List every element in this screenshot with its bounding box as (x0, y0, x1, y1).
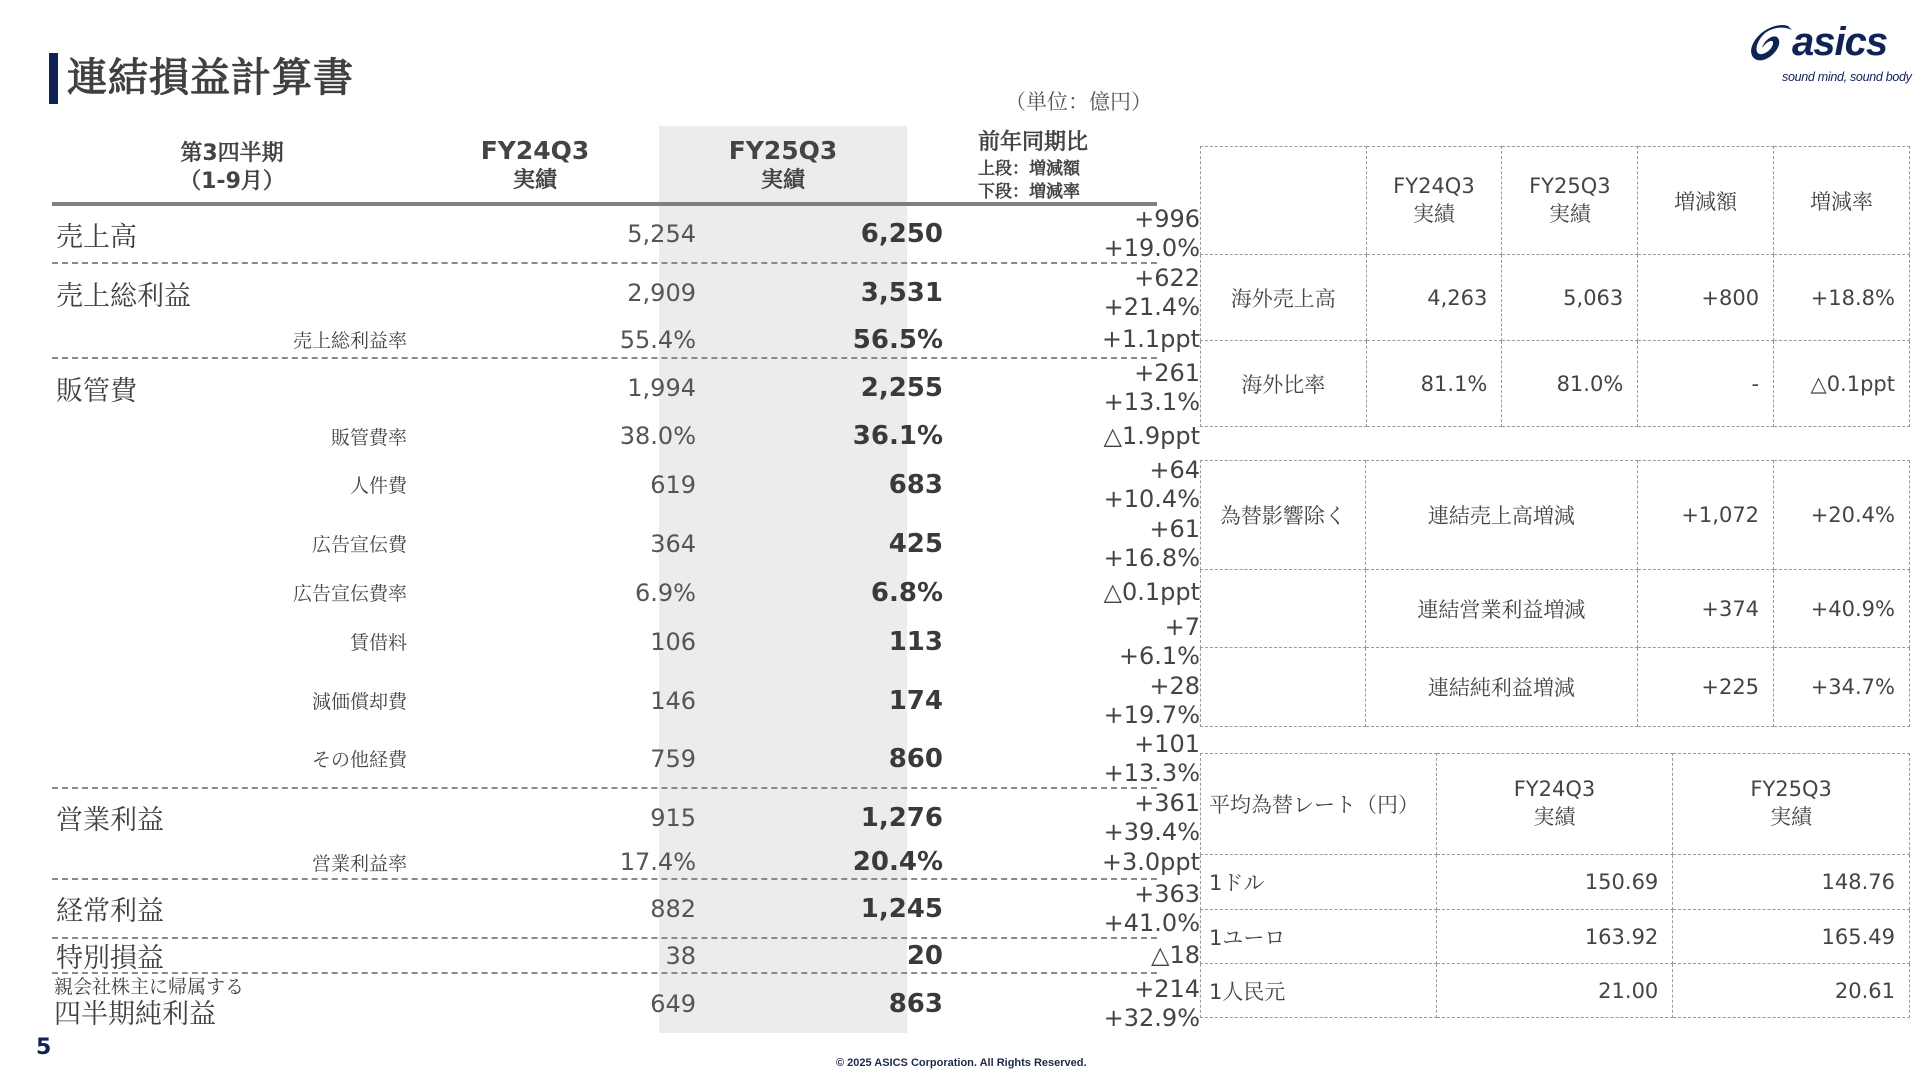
yoy-rate: +19.0% (1103, 234, 1200, 262)
fx-rate-table (1200, 753, 1910, 1018)
row-label: 販管費 (56, 375, 137, 407)
amount-value: +225 (1638, 648, 1774, 727)
rate-value: △0.1ppt (1774, 341, 1910, 427)
yoy-value (912, 880, 1200, 937)
col-header-fy24 (1366, 147, 1502, 255)
fy24-value: 649 (650, 990, 696, 1018)
amount-value: +800 (1638, 255, 1774, 341)
logo-wordmark: asics (1792, 20, 1888, 64)
yoy-amount: +996 (1134, 205, 1200, 233)
fy24-value: 21.00 (1436, 964, 1673, 1018)
table-row (1201, 648, 1910, 727)
table-row (52, 974, 1200, 1034)
table-row (1201, 964, 1910, 1018)
fy24-value: 38 (665, 941, 696, 970)
col-header-fy24-line2: 実績 (1533, 805, 1576, 829)
fy24-value: 5,254 (627, 220, 696, 248)
row-label: 売上高 (56, 221, 137, 253)
fx-table-title: 平均為替レート（円） (1201, 754, 1437, 855)
page-number: 5 (36, 1035, 52, 1060)
yoy-amount: +363 (1134, 879, 1200, 908)
fy24-value: 6.9% (635, 578, 696, 607)
col-header-fy24-line2: 実績 (1412, 201, 1455, 226)
fy25-value: 148.76 (1673, 855, 1910, 910)
table-row (52, 939, 1200, 974)
col-header-fy24 (1436, 754, 1673, 855)
fy24-value: 55.4% (619, 325, 696, 354)
yoy-amount: +361 (1134, 788, 1200, 817)
row-label-small: 親会社株主に帰属する (54, 976, 245, 998)
yoy-amount: +214 (1134, 975, 1200, 1003)
yoy-rate: +16.8% (1103, 543, 1200, 572)
fy25-value: 113 (888, 626, 943, 657)
unit-label: （単位：億円） (1005, 90, 1152, 114)
amount-value: +374 (1638, 570, 1774, 648)
table-row (52, 455, 1200, 514)
yoy-value (912, 359, 1200, 417)
fy25-value: 81.0% (1502, 341, 1638, 427)
fy25-value: 425 (888, 528, 943, 559)
fy25-value: 20 (906, 940, 943, 971)
row-label: 連結売上高増減 (1365, 461, 1637, 570)
table-row (52, 417, 1200, 455)
group-label: 為替影響除く (1201, 461, 1366, 570)
asics-spiral-icon (1748, 22, 1794, 66)
header-yoy (978, 128, 1178, 204)
yoy-rate: +13.1% (1103, 388, 1200, 416)
empty-header-cell (1201, 147, 1367, 255)
col-header-fy25-line2: 実績 (1770, 805, 1813, 829)
yoy-rate: +6.1% (1118, 641, 1200, 670)
yoy-value (912, 974, 1200, 1034)
currency-label: 1ユーロ (1201, 910, 1437, 964)
page-title: 連結損益計算書 (67, 55, 354, 101)
row-label: 減価償却費 (311, 691, 407, 713)
fy24-value: 882 (650, 894, 696, 923)
fy25-value: 3,531 (860, 278, 943, 308)
yoy-value (912, 730, 1200, 787)
empty-cell (1201, 570, 1366, 648)
fy24-value: 1,994 (627, 374, 696, 402)
row-label: 売上総利益 (56, 280, 191, 312)
table-row (52, 671, 1200, 730)
fy25-value: 20.4% (852, 847, 943, 877)
table-row (1201, 341, 1910, 427)
fy24-value: 163.92 (1436, 910, 1673, 964)
yoy-rate: +21.4% (1103, 293, 1200, 321)
row-label: 売上総利益率 (292, 330, 407, 352)
fy24-value: 150.69 (1436, 855, 1673, 910)
fy25-value: 1,245 (860, 893, 943, 924)
row-label: 連結純利益増減 (1365, 648, 1637, 727)
table-row (1201, 461, 1910, 570)
yoy-value: △1.9ppt (1103, 421, 1200, 450)
fy24-value: 364 (650, 529, 696, 558)
fy24-value: 2,909 (627, 279, 696, 307)
header-yoy-title: 前年同期比 (978, 130, 1089, 155)
col-header-fy24-line1: FY24Q3 (1513, 777, 1596, 801)
table-row (52, 729, 1200, 789)
yoy-rate: +39.4% (1103, 817, 1200, 846)
fy25-value: 6,250 (860, 219, 943, 249)
row-label: 海外売上高 (1201, 255, 1367, 341)
header-fy25-line1: FY25Q3 (728, 136, 838, 165)
header-fy24 (400, 136, 670, 196)
rate-value: +40.9% (1774, 570, 1910, 648)
title-accent-bar (49, 53, 58, 104)
header-fy24-line2: 実績 (512, 168, 557, 193)
yoy-amount: +61 (1149, 514, 1200, 543)
fy25-value: 174 (888, 685, 943, 716)
rate-value: +20.4% (1774, 461, 1910, 570)
table-row (52, 788, 1200, 846)
fy24-value: 106 (650, 627, 696, 656)
row-label (54, 974, 244, 1034)
fy25-value: 683 (888, 469, 943, 500)
copyright: © 2025 ASICS Corporation. All Rights Reserved. (836, 1057, 1087, 1069)
yoy-value (912, 612, 1200, 671)
row-label: 賃借料 (349, 632, 407, 654)
table-row (1201, 910, 1910, 964)
yoy-value (912, 514, 1200, 573)
col-header-fy25-line1: FY25Q3 (1529, 173, 1611, 198)
header-yoy-upper: 上段：増減額 (978, 159, 1080, 179)
yoy-value: △0.1ppt (1103, 578, 1200, 606)
yoy-amount: +7 (1164, 612, 1200, 641)
yoy-value (912, 789, 1200, 846)
table-header-row (1201, 754, 1910, 855)
row-label-main: 四半期純利益 (54, 999, 216, 1030)
table-row (52, 264, 1200, 322)
table-header-row (1201, 147, 1910, 255)
yoy-amount: +28 (1149, 671, 1200, 700)
asics-logo (1748, 18, 1918, 88)
col-header-amount: 増減額 (1638, 147, 1774, 255)
fx-excluded-table (1200, 460, 1910, 727)
overseas-sales-table (1200, 146, 1910, 427)
header-period (52, 140, 412, 196)
fy25-value: 1,276 (860, 802, 943, 833)
col-header-fy25 (1673, 754, 1910, 855)
row-label: 広告宣伝費率 (292, 583, 407, 605)
amount-value: - (1638, 341, 1774, 427)
table-row (52, 322, 1200, 359)
rate-value: +18.8% (1774, 255, 1910, 341)
fy24-value: 81.1% (1366, 341, 1502, 427)
row-label: 特別損益 (56, 943, 164, 974)
yoy-value (912, 671, 1200, 730)
fy25-value: 56.5% (852, 324, 943, 355)
yoy-amount: +622 (1134, 264, 1200, 292)
yoy-value: +1.1ppt (1101, 325, 1200, 353)
header-yoy-lower: 下段：増減率 (978, 182, 1080, 202)
yoy-value (912, 264, 1200, 322)
header-fy24-line1: FY24Q3 (480, 136, 590, 165)
fy25-value: 36.1% (852, 421, 943, 451)
row-label: 海外比率 (1201, 341, 1367, 427)
col-header-fy25-line1: FY25Q3 (1750, 777, 1832, 801)
yoy-value: △18 (1151, 941, 1200, 969)
fy25-value: 6.8% (870, 577, 943, 608)
yoy-amount: +261 (1134, 359, 1200, 387)
yoy-rate: +32.9% (1103, 1004, 1200, 1032)
table-row (52, 205, 1200, 264)
table-row (52, 612, 1200, 671)
logo-tagline: sound mind, sound body (1782, 70, 1912, 84)
fy24-value: 915 (650, 803, 696, 832)
table-row (52, 514, 1200, 573)
table-row (52, 359, 1200, 417)
fy25-value: 863 (888, 989, 943, 1019)
col-header-rate: 増減率 (1774, 147, 1910, 255)
table-row (1201, 570, 1910, 648)
table-row (52, 879, 1200, 939)
yoy-rate: +13.3% (1103, 758, 1200, 787)
yoy-value (912, 206, 1200, 262)
fy25-value: 860 (888, 743, 943, 774)
fy25-value: 20.61 (1673, 964, 1910, 1018)
row-label: 広告宣伝費 (311, 534, 407, 556)
fy24-value: 17.4% (619, 848, 696, 876)
rate-value: +34.7% (1774, 648, 1910, 727)
col-header-fy25 (1502, 147, 1638, 255)
fy25-value: 2,255 (860, 373, 943, 403)
currency-label: 1人民元 (1201, 964, 1437, 1018)
fy24-value: 619 (650, 470, 696, 499)
fy24-value: 146 (650, 686, 696, 715)
table-row (52, 846, 1200, 880)
yoy-amount: +64 (1149, 455, 1200, 484)
row-label: 販管費率 (330, 426, 407, 449)
row-label: 経常利益 (56, 896, 164, 927)
table-row (1201, 855, 1910, 910)
row-label: 営業利益率 (311, 852, 407, 875)
fy24-value: 759 (650, 744, 696, 773)
yoy-value: +3.0ppt (1101, 847, 1200, 876)
yoy-rate: +41.0% (1103, 908, 1200, 937)
empty-cell (1201, 648, 1366, 727)
fy25-value: 5,063 (1502, 255, 1638, 341)
row-label: 人件費 (349, 475, 407, 497)
row-label: 連結営業利益増減 (1365, 570, 1637, 648)
col-header-fy25-line2: 実績 (1548, 201, 1591, 226)
amount-value: +1,072 (1638, 461, 1774, 570)
fy25-value: 165.49 (1673, 910, 1910, 964)
header-period-line1: 第3四半期 (180, 141, 284, 166)
row-label: その他経費 (311, 749, 407, 771)
table-row (52, 573, 1200, 612)
row-label: 営業利益 (56, 805, 164, 836)
header-fy25 (659, 136, 907, 196)
yoy-rate: +19.7% (1103, 700, 1200, 729)
yoy-amount: +101 (1134, 729, 1200, 758)
table-row (1201, 255, 1910, 341)
col-header-fy24-line1: FY24Q3 (1393, 173, 1475, 198)
header-fy25-line2: 実績 (760, 168, 805, 193)
fy24-value: 4,263 (1366, 255, 1502, 341)
yoy-rate: +10.4% (1103, 484, 1200, 513)
yoy-value (912, 455, 1200, 514)
currency-label: 1ドル (1201, 855, 1437, 910)
fy24-value: 38.0% (619, 422, 696, 450)
header-period-line2: （1-9月） (179, 169, 285, 194)
